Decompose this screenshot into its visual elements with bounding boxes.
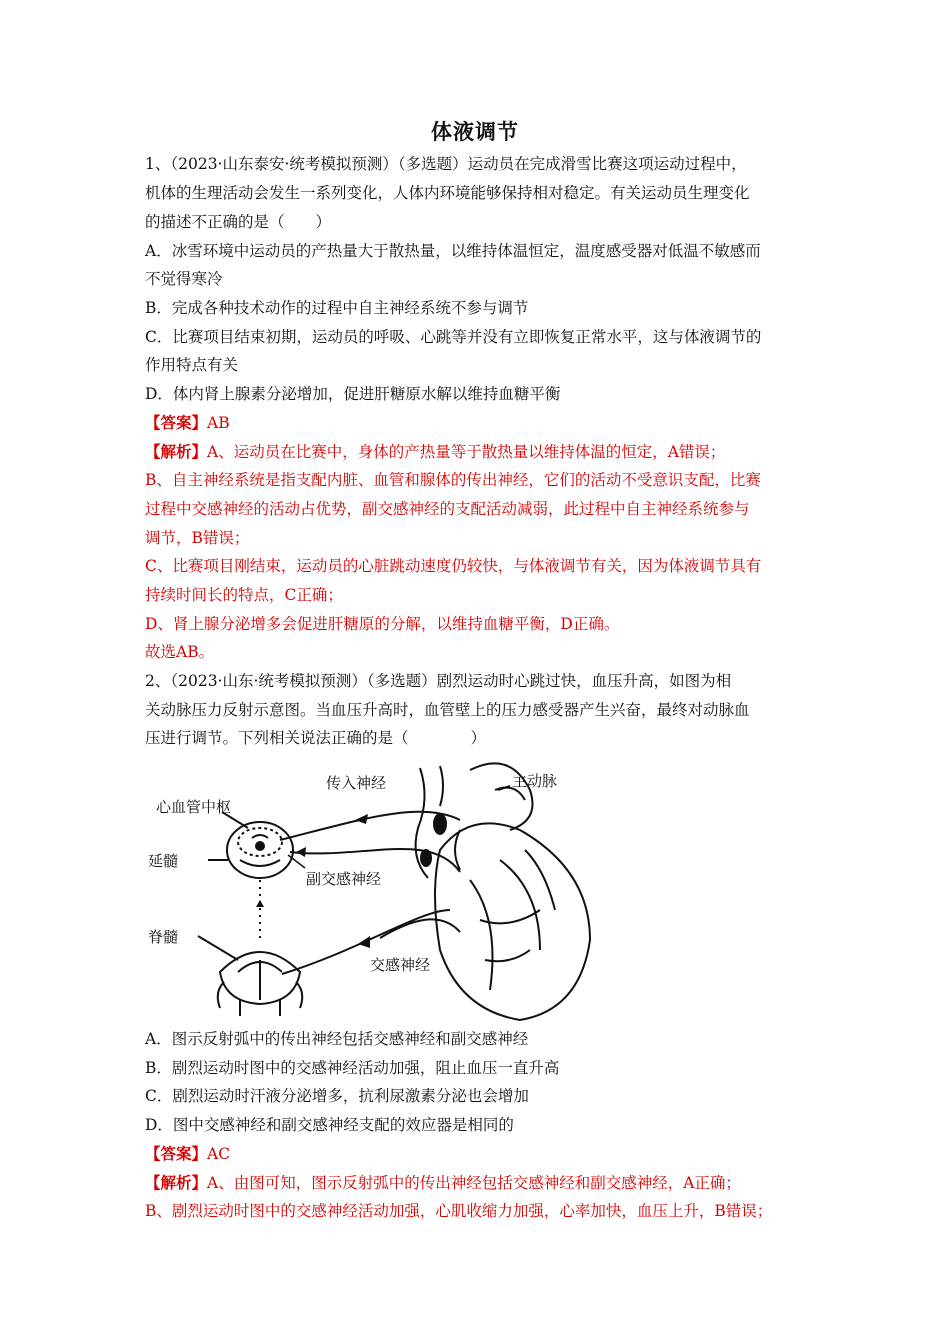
q2-answer (145, 1143, 815, 1165)
q2-stem-line: 压进行调节。下列相关说法正确的是（ ） (145, 729, 487, 747)
analysis-text: A、运动员在比赛中，身体的产热量等于散热量以维持体温的恒定，A错误； (207, 443, 726, 461)
q1-option-b: B．完成各种技术动作的过程中自主神经系统不参与调节 (145, 299, 529, 317)
afferent-nerve-line (280, 812, 460, 840)
answer-tag: 【答案】 (145, 413, 208, 432)
baroreceptor-icon (433, 813, 447, 835)
baroreflex-diagram (140, 760, 640, 1022)
q1-option-d: D．体内肾上腺素分泌增加，促进肝糖原水解以维持血糖平衡 (145, 385, 561, 403)
answer-value: AB (207, 414, 230, 432)
cardiovascular-center-label: 心血管中枢 (156, 798, 232, 816)
spinal-leader-line (198, 936, 238, 960)
q1-analysis-line: 过程中交感神经的活动占优势，副交感神经的支配活动减弱，此过程中自主神经系统参与 (145, 500, 750, 518)
baroreceptor-icon (420, 849, 432, 867)
page-title: 体液调节 (431, 119, 519, 144)
analysis-tag: 【解析】 (145, 442, 208, 461)
q2-option-b: B．剧烈运动时图中的交感神经活动加强，阻止血压一直升高 (145, 1059, 560, 1077)
q1-analysis-line: 持续时间长的特点，C正确； (145, 586, 343, 604)
afferent-nerve-label: 传入神经 (326, 774, 387, 792)
parasympathetic-nerve-line (290, 849, 460, 872)
q2-option-a: A．图示反射弧中的传出神经包括交感神经和副交感神经 (145, 1030, 529, 1048)
aorta-label: 主动脉 (512, 772, 558, 790)
medulla-label: 延髓 (148, 852, 179, 870)
q2-option-c: C．剧烈运动时汗液分泌增多，抗利尿激素分泌也会增加 (145, 1087, 529, 1105)
parasympathetic-nerve-label: 副交感神经 (306, 870, 382, 888)
q1-option-c: C．比赛项目结束初期，运动员的呼吸、心跳等并没有立即恢复正常水平，这与体液调节的 (145, 328, 762, 346)
q1-stem-line: 机体的生理活动会发生一系列变化，人体内环境能够保持相对稳定。有关运动员生理变化 (145, 184, 750, 202)
q2-analysis-line (145, 1172, 815, 1194)
q1-analysis-line: 调节，B错误； (145, 529, 250, 547)
q1-option-c-cont: 作用特点有关 (145, 356, 239, 374)
analysis-tag: 【解析】 (145, 1173, 208, 1192)
spinal-cord-section-icon (218, 952, 303, 1016)
q1-option-a: A．冰雪环境中运动员的产热量大于散热量，以维持体温恒定，温度感受器对低温不敏感而 (145, 242, 761, 260)
q1-answer (145, 412, 815, 434)
q1-analysis-line: C、比赛项目刚结束，运动员的心脏跳动速度仍较快，与体液调节有关，因为体液调节具有 (145, 557, 762, 575)
q1-conclusion: 故选AB。 (145, 643, 215, 661)
q2-stem-line: 2、（2023·山东·统考模拟预测）（多选题）剧烈运动时心跳过快，血压升高，如图为相 (145, 672, 732, 690)
spinal-cord-label: 脊髓 (148, 928, 179, 946)
q1-analysis-line: D、肾上腺分泌增多会促进肝糖原的分解，以维持血糖平衡，D正确。 (145, 615, 620, 633)
q1-option-a-cont: 不觉得寒冷 (145, 270, 223, 288)
answer-value: AC (207, 1145, 231, 1163)
q1-analysis-line: B、自主神经系统是指支配内脏、血管和腺体的传出神经，它们的活动不受意识支配，比赛 (145, 471, 761, 489)
q1-analysis-line (145, 441, 815, 463)
sympathetic-nerve-label: 交感神经 (370, 956, 431, 974)
pathway-arrow-icon (256, 900, 264, 907)
q2-analysis-line: B、剧烈运动时图中的交感神经活动加强，心肌收缩力加强，心率加快，血压上升，B错误； (145, 1202, 773, 1220)
medulla-section-icon (227, 822, 293, 878)
q1-stem-line: 1、（2023·山东泰安·统考模拟预测）（多选题）运动员在完成滑雪比赛这项运动过程中， (145, 155, 747, 173)
sympathetic-arrow-icon (358, 936, 370, 948)
afferent-arrow-icon (355, 814, 368, 824)
q2-stem-line: 关动脉压力反射示意图。当血压升高时，血管壁上的压力感受器产生兴奋，最终对动脉血 (145, 701, 750, 719)
q2-option-d: D．图中交感神经和副交感神经支配的效应器是相同的 (145, 1116, 514, 1134)
heart-icon (416, 763, 590, 1020)
analysis-text: A、由图可知，图示反射弧中的传出神经包括交感神经和副交感神经，A正确； (207, 1174, 741, 1192)
parasympathetic-arrow-icon (296, 847, 306, 857)
answer-tag: 【答案】 (145, 1144, 208, 1163)
q1-stem-line: 的描述不正确的是（ ） (145, 213, 332, 231)
